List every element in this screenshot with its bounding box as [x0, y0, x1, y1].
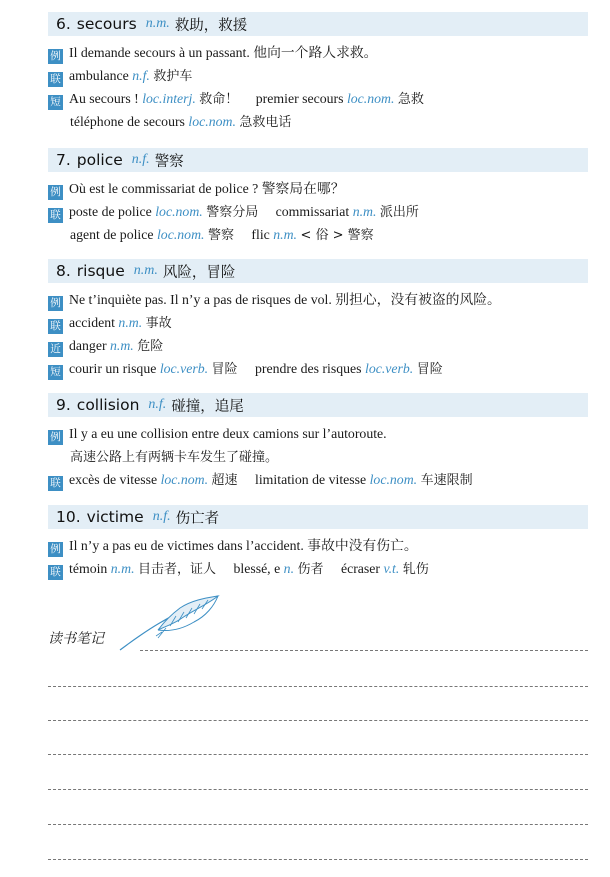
note-line — [48, 720, 588, 721]
term-zh: 急救 — [397, 92, 424, 107]
part-of-speech: n.m. — [145, 16, 170, 31]
term-fr: téléphone de secours — [70, 114, 185, 129]
term-pos: loc.interj. — [142, 91, 196, 106]
headword: police — [76, 151, 123, 169]
term-pos: loc.verb. — [159, 361, 209, 376]
term-zh: 事故 — [145, 316, 172, 331]
term-fr: blessé, e — [233, 561, 281, 576]
term-fr: premier secours — [255, 91, 344, 106]
term-pos: loc.nom. — [369, 472, 418, 487]
feather-quill-icon — [114, 592, 224, 654]
term-pos: n.m. — [352, 204, 377, 219]
tag-badge: 例 — [48, 296, 63, 311]
term-fr: Au secours ! — [69, 91, 139, 106]
term-zh: 救命！ — [199, 92, 239, 107]
example-text: Ne t’inquiète pas. Il n’y a pas de risques de vol. 别担心，没有被盗的风险。 — [69, 292, 501, 307]
term-fr: ambulance — [69, 68, 129, 83]
related-line — [48, 223, 588, 246]
term-fr: commissariat — [275, 204, 350, 219]
entry-number: 8. — [56, 262, 71, 280]
entry-header — [48, 148, 588, 172]
term-fr: limitation de vitesse — [255, 472, 367, 487]
term-zh: 冒险 — [211, 362, 238, 377]
term-fr: témoin — [69, 561, 108, 576]
term-zh: 救护车 — [153, 69, 193, 84]
example-line — [48, 534, 588, 557]
term-zh: 车速限制 — [420, 473, 473, 488]
example-line — [48, 288, 588, 311]
term-pos: loc.nom. — [156, 227, 205, 242]
synonym-line — [48, 334, 588, 357]
term-pos: loc.verb. — [364, 361, 414, 376]
term-pos: n. — [283, 561, 295, 576]
phrase-line — [48, 110, 588, 133]
entry-header — [48, 505, 588, 529]
note-line — [140, 650, 588, 651]
term-zh: 警察分局 — [206, 205, 259, 220]
related-line — [48, 311, 588, 334]
term-pos: n.m. — [110, 338, 134, 353]
entry-victime — [48, 505, 588, 580]
entry-number: 6. — [56, 15, 71, 33]
example-text: Où est le commissariat de police ? 警察局在哪？ — [69, 181, 345, 196]
entry-header — [48, 12, 588, 36]
example-text: Il demande secours à un passant. 他向一个路人求救。 — [69, 45, 378, 60]
term-pos: v.t. — [383, 561, 400, 576]
headword: victime — [86, 508, 144, 526]
example-line — [48, 41, 588, 64]
part-of-speech: n.f. — [152, 509, 171, 524]
tag-badge: 联 — [48, 208, 63, 223]
headword-meaning: 伤亡者 — [175, 510, 220, 527]
example-line — [48, 177, 588, 200]
tag-badge: 例 — [48, 49, 63, 64]
term-zh: 危险 — [137, 339, 164, 354]
term-fr: excès de vitesse — [69, 472, 158, 487]
tag-badge: 联 — [48, 72, 63, 87]
note-line — [48, 859, 588, 860]
term-pos: loc.nom. — [188, 114, 236, 129]
term-zh: 警察 — [207, 228, 234, 243]
headword: secours — [76, 15, 137, 33]
entry-header — [48, 393, 588, 417]
tag-badge: 联 — [48, 476, 63, 491]
note-line — [48, 824, 588, 825]
term-fr: poste de police — [69, 204, 152, 219]
headword: risque — [76, 262, 125, 280]
example-text: Il n’y a pas eu de victimes dans l’accident. 事故中没有伤亡。 — [69, 538, 418, 553]
term-pos: n.m. — [273, 227, 298, 242]
entry-police — [48, 148, 588, 246]
tag-badge: 短 — [48, 365, 63, 380]
term-fr: accident — [69, 315, 115, 330]
note-line — [48, 754, 588, 755]
term-fr: écraser — [340, 561, 381, 576]
entry-header — [48, 259, 588, 283]
note-line — [48, 686, 588, 687]
tag-badge: 近 — [48, 342, 63, 357]
term-fr: flic — [251, 227, 270, 242]
term-fr: courir un risque — [69, 361, 157, 376]
term-zh: 轧伤 — [402, 562, 429, 577]
term-zh: 派出所 — [379, 205, 419, 220]
headword-meaning: 风险，冒险 — [162, 264, 236, 281]
tag-badge: 例 — [48, 185, 63, 200]
part-of-speech: n.f. — [131, 152, 150, 167]
entry-number: 7. — [56, 151, 71, 169]
phrase-line — [48, 357, 588, 380]
part-of-speech: n.m. — [133, 263, 158, 278]
term-pos: n.m. — [110, 561, 135, 576]
headword-meaning: 警察 — [154, 153, 184, 170]
term-zh: 冒险 — [416, 362, 443, 377]
term-pos: loc.nom. — [155, 204, 203, 219]
entry-number: 10. — [56, 508, 81, 526]
term-zh: 超速 — [211, 473, 238, 488]
headword: collision — [76, 396, 140, 414]
tag-badge: 短 — [48, 95, 63, 110]
related-line — [48, 200, 588, 223]
headword-meaning: 救助，救援 — [174, 17, 248, 34]
term-fr: danger — [69, 338, 107, 353]
headword-meaning: 碰撞，追尾 — [171, 398, 244, 415]
example-text: Il y a eu une collision entre deux camions sur l’autoroute. — [69, 426, 387, 441]
tag-badge: 联 — [48, 319, 63, 334]
tag-badge: 例 — [48, 430, 63, 445]
entry-secours — [48, 12, 588, 133]
note-line — [48, 789, 588, 790]
related-line — [48, 64, 588, 87]
related-line — [48, 557, 588, 580]
tag-badge: 联 — [48, 565, 63, 580]
part-of-speech: n.f. — [148, 397, 167, 412]
term-zh: 急救电话 — [239, 115, 292, 130]
tag-badge: 例 — [48, 542, 63, 557]
related-line — [48, 468, 588, 491]
phrase-line — [48, 87, 588, 110]
term-pos: n.m. — [118, 315, 143, 330]
term-pos: loc.nom. — [346, 91, 395, 106]
entry-collision — [48, 393, 588, 491]
entry-risque — [48, 259, 588, 380]
example-line — [48, 422, 588, 445]
entry-number: 9. — [56, 396, 71, 414]
notes-title: 读书笔记 — [48, 631, 104, 647]
term-fr: agent de police — [70, 227, 154, 242]
example-text-zh: 高速公路上有两辆卡车发生了碰撞。 — [70, 450, 279, 465]
term-fr: prendre des risques — [255, 361, 362, 376]
example-translation — [48, 445, 588, 468]
term-zh: 目击者，证人 — [138, 562, 217, 577]
term-pos: loc.nom. — [160, 472, 209, 487]
term-zh: 伤者 — [297, 562, 324, 577]
term-zh: < 俗 > 警察 — [300, 228, 374, 243]
term-pos: n.f. — [132, 68, 150, 83]
